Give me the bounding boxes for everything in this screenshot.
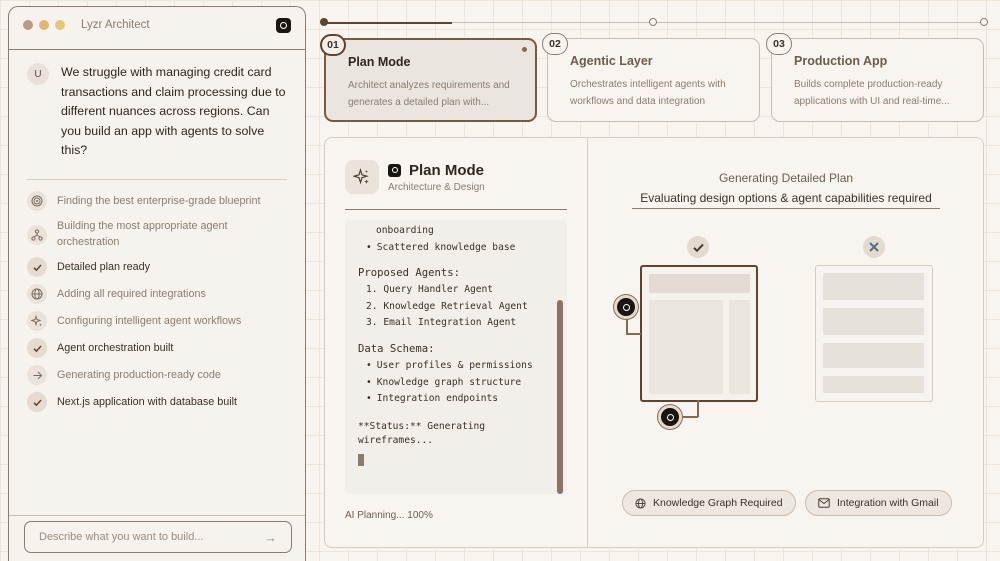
globe-icon — [635, 498, 646, 509]
check-icon — [27, 257, 47, 277]
step-item — [27, 284, 295, 304]
step-item — [27, 218, 295, 250]
titlebar-divider — [9, 49, 305, 50]
code-line: • Scattered knowledge base — [358, 240, 548, 257]
step-item — [27, 311, 295, 331]
plan-header — [345, 160, 485, 194]
window-minimize-dot[interactable] — [39, 20, 49, 30]
code-scrollbar[interactable] — [557, 300, 563, 494]
sparkle-icon — [27, 311, 47, 331]
arrow-right-icon — [27, 365, 47, 385]
wireframe-block — [823, 273, 924, 300]
generation-title: Generating Detailed Plan — [718, 171, 854, 185]
chat-window — [8, 6, 306, 561]
code-line: • Knowledge graph structure — [358, 375, 548, 392]
connector-line — [683, 416, 698, 418]
window-titlebar — [9, 7, 305, 43]
phase-number: 02 — [542, 33, 568, 55]
phase-card-agentic-layer[interactable] — [547, 38, 760, 122]
check-icon — [27, 392, 47, 412]
phase-card-plan-mode[interactable] — [324, 38, 537, 122]
step-label: Next.js application with database built — [57, 396, 238, 408]
chat-bottom-divider — [9, 515, 305, 516]
code-line: • User profiles & permissions — [358, 358, 548, 375]
connector-line — [626, 318, 628, 334]
code-line: 3. Email Integration Agent — [366, 317, 517, 329]
target-icon — [27, 191, 47, 211]
step-label: Detailed plan ready — [57, 261, 151, 273]
planning-progress-text: AI Planning... 100% — [345, 510, 433, 521]
code-line: 1. Query Handler Agent — [366, 284, 494, 296]
stepper-node-2[interactable] — [649, 18, 657, 26]
chat-input-placeholder: Describe what you want to build... — [39, 531, 204, 543]
phase-card-production-app[interactable] — [771, 38, 984, 122]
section-divider — [27, 179, 287, 180]
wireframe-preview-pane — [589, 138, 983, 547]
phase-description: Orchestrates intelligent agents with workflows and data integration — [570, 79, 726, 107]
phase-title: Agentic Layer — [570, 54, 653, 68]
stepper-node-3[interactable] — [980, 18, 988, 26]
progress-steps-list — [27, 191, 295, 419]
code-heading: Proposed Agents: — [358, 267, 461, 280]
code-line: onboarding — [376, 225, 434, 236]
sparkle-icon — [345, 160, 379, 194]
phase-stepper — [320, 18, 988, 28]
plan-details-pane — [325, 138, 588, 547]
wireframe-main-block — [649, 300, 723, 394]
plan-divider — [345, 209, 567, 210]
step-item — [27, 191, 295, 211]
wireframe-header-block — [649, 274, 750, 293]
wireframe-block — [823, 343, 924, 368]
step-label: Generating production-ready code — [57, 369, 221, 381]
wireframe-option-rejected[interactable] — [815, 265, 933, 402]
code-status-line: **Status:** Generating wireframes... — [358, 420, 486, 446]
lyzr-logo-icon — [276, 18, 291, 33]
step-label: Agent orchestration built — [57, 342, 174, 354]
window-maximize-dot[interactable] — [55, 20, 65, 30]
plan-subtitle: Architecture & Design — [388, 181, 485, 193]
wireframe-option-selected[interactable] — [640, 265, 758, 402]
code-line: • Integration endpoints — [358, 391, 548, 408]
pill-label: Knowledge Graph Required — [653, 497, 783, 509]
pill-label: Integration with Gmail — [837, 497, 939, 509]
stepper-node-1[interactable] — [320, 18, 328, 26]
check-icon — [687, 236, 709, 258]
phase-title: Production App — [794, 54, 888, 68]
phase-title: Plan Mode — [348, 55, 411, 69]
step-label: Configuring intelligent agent workflows — [57, 315, 242, 327]
chat-input[interactable] — [24, 521, 292, 553]
plan-code-output — [345, 220, 567, 494]
check-icon — [27, 338, 47, 358]
phase-number: 03 — [766, 33, 792, 55]
typing-cursor — [358, 454, 364, 466]
stepper-progress — [324, 22, 452, 24]
step-label: Building the most appropriate agent orchestration — [57, 220, 228, 248]
connector-line — [697, 400, 699, 417]
mail-icon — [818, 498, 830, 508]
active-indicator-dot — [522, 47, 527, 52]
wireframe-block — [823, 308, 924, 335]
send-arrow-icon[interactable]: → — [264, 529, 277, 545]
connector-line — [626, 333, 641, 335]
knowledge-graph-pill[interactable] — [622, 490, 796, 516]
code-heading: Data Schema: — [358, 342, 435, 355]
lyzr-logo-icon — [388, 164, 401, 177]
user-message-text: We struggle with managing credit card transactions and claim processing due to different nuances across regions. Can you build an app with agents to solve this? — [61, 65, 286, 157]
code-line: 2. Knowledge Retrieval Agent — [366, 300, 528, 312]
phase-number: 01 — [320, 34, 346, 56]
step-item — [27, 392, 295, 412]
generation-subtitle: Evaluating design options & agent capabilities required — [632, 191, 940, 209]
plan-panel — [324, 137, 984, 548]
agent-node-icon — [614, 295, 638, 319]
wireframe-block — [823, 376, 924, 393]
step-item — [27, 338, 295, 358]
window-close-dot[interactable] — [23, 20, 33, 30]
globe-icon — [27, 284, 47, 304]
agent-node-icon — [658, 405, 682, 429]
user-message — [27, 63, 287, 161]
step-item — [27, 257, 295, 277]
window-title: Lyzr Architect — [81, 19, 150, 31]
step-item — [27, 365, 295, 385]
avatar: U — [27, 63, 49, 85]
phase-description: Builds complete production-ready applications with UI and real-time... — [794, 79, 950, 107]
plan-title: Plan Mode — [409, 161, 485, 179]
close-icon — [863, 236, 885, 258]
step-label: Adding all required integrations — [57, 288, 206, 300]
gmail-integration-pill[interactable] — [805, 490, 952, 516]
phase-description: Architect analyzes requirements and generates a detailed plan with... — [348, 80, 510, 108]
hierarchy-icon — [27, 225, 47, 245]
wireframe-sidebar-block — [729, 300, 750, 394]
step-label: Finding the best enterprise-grade blueprint — [57, 195, 261, 207]
